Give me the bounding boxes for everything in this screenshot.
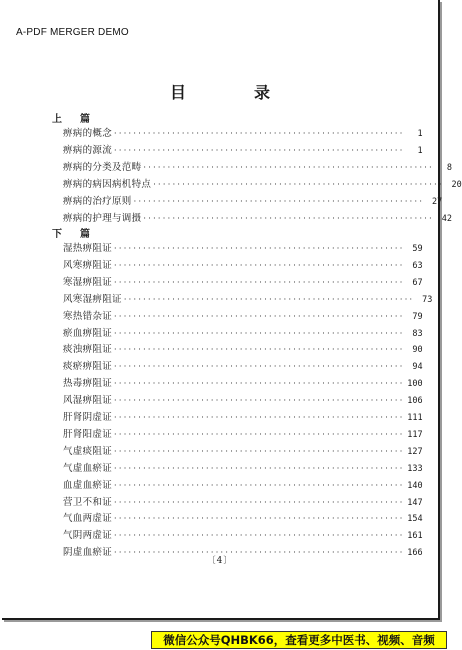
toc-entry-page: 63	[412, 260, 423, 271]
toc-entry-page: 100	[407, 379, 423, 390]
toc-entry-page: 67	[412, 277, 423, 288]
dot-leader: ····························································	[114, 463, 405, 473]
toc-entry-page: 133	[407, 463, 423, 474]
toc-entry-page: 117	[407, 429, 423, 440]
promo-banner: 微信公众号QHBK66，查看更多中医书、视频、音频	[151, 631, 447, 649]
toc-entry-page: 154	[407, 514, 423, 525]
document-page	[2, 0, 462, 620]
toc-entry-title: 风寒痹阻证	[63, 259, 113, 271]
dot-leader: ····························································	[114, 396, 405, 406]
toc-entry-page: 27	[431, 196, 443, 207]
dot-leader: ····························································	[114, 514, 405, 524]
toc-entry-page: 90	[412, 345, 423, 356]
toc-entry-title: 湿热痹阻证	[63, 243, 113, 254]
page-number: 〔4〕	[206, 556, 234, 566]
toc-entry[interactable]	[63, 291, 433, 306]
dot-leader: ····························································	[114, 260, 405, 270]
toc-entry-title: 气虚痰阻证	[63, 445, 113, 457]
page-title: 目 录	[169, 83, 296, 102]
toc-entry[interactable]	[63, 341, 423, 356]
toc-entry-page: 94	[412, 362, 423, 373]
dot-leader: ····························································	[123, 294, 415, 304]
toc-entry[interactable]	[63, 375, 423, 390]
dot-leader: ····························································	[114, 277, 405, 287]
toc-entry-title: 瘀血痹阻证	[63, 327, 113, 339]
toc-entry[interactable]	[63, 308, 423, 323]
toc-entry-page: 140	[407, 480, 423, 491]
dot-leader: ····························································	[114, 129, 405, 138]
toc-entry-title: 痰瘀痹阻证	[63, 361, 113, 373]
toc-entry-page: 42	[441, 213, 452, 224]
toc-entry-title: 痹病的治疗原则	[63, 195, 132, 207]
dot-leader: ····························································	[114, 531, 405, 541]
dot-leader: ····························································	[153, 179, 444, 189]
toc-entry-title: 气虚血瘀证	[63, 462, 113, 474]
toc-entry[interactable]	[63, 240, 423, 255]
toc-entry-title: 风湿痹阻证	[63, 395, 113, 407]
dot-leader: ····························································	[114, 429, 405, 439]
toc-entry-title: 血虚血瘀证	[63, 479, 113, 491]
toc-entry[interactable]	[63, 358, 423, 373]
dot-leader: ····························································	[114, 328, 405, 338]
toc-entry-title: 热毒痹阻证	[63, 378, 113, 390]
toc-entry[interactable]	[63, 477, 423, 492]
toc-entry-title: 营卫不和证	[63, 496, 113, 508]
toc-entry[interactable]	[63, 325, 423, 340]
toc-entry-page: 111	[407, 413, 423, 423]
toc-entry-title: 痹病的病因病机特点	[63, 178, 152, 190]
toc-entry[interactable]	[63, 510, 423, 525]
dot-leader: ····························································	[114, 244, 405, 253]
toc-entry[interactable]	[63, 443, 423, 458]
toc-entry-page: 161	[407, 531, 423, 542]
toc-entry-title: 痰浊痹阻证	[63, 344, 113, 356]
toc-entry-title: 痹病的源流	[63, 144, 113, 156]
dot-leader: ····························································	[114, 345, 405, 355]
toc-entry-title: 肝肾阳虚证	[63, 428, 113, 440]
toc-entry-page: 166	[407, 548, 423, 559]
dot-leader: ····························································	[133, 196, 425, 206]
toc-entry-page: 106	[407, 396, 423, 407]
toc-entry-title: 痹病的分类及范畴	[63, 161, 142, 173]
dot-leader: ····························································	[114, 480, 405, 490]
toc-entry[interactable]	[63, 142, 423, 157]
toc-entry-page: 83	[412, 328, 423, 339]
toc-entry-title: 痹病的概念	[63, 128, 113, 139]
toc-entry-page: 8	[446, 162, 452, 173]
dot-leader: ····························································	[114, 145, 405, 155]
watermark-text: A-PDF MERGER DEMO	[16, 27, 129, 38]
toc-entry-title: 阴虚血瘀证	[63, 547, 113, 559]
dot-leader: ····························································	[114, 413, 405, 422]
dot-leader: ····························································	[143, 213, 434, 223]
toc-entry-page: 127	[407, 446, 423, 457]
toc-entry[interactable]	[63, 159, 452, 174]
table-of-contents	[2, 0, 462, 618]
toc-entry[interactable]	[63, 409, 423, 424]
toc-entry[interactable]	[63, 494, 423, 509]
toc-entry-page: 20	[451, 179, 462, 190]
dot-leader: ····························································	[114, 379, 405, 389]
toc-entry-page: 59	[412, 244, 423, 254]
dot-leader: ····························································	[143, 162, 434, 172]
toc-entry[interactable]	[63, 426, 423, 441]
dot-leader: ····························································	[114, 446, 405, 456]
dot-leader: ····························································	[114, 548, 405, 558]
section-heading: 下 篇	[52, 229, 94, 240]
toc-entry[interactable]	[63, 392, 423, 407]
toc-entry-title: 风寒湿痹阻证	[63, 293, 122, 305]
toc-entry-title: 寒湿痹阻证	[63, 276, 113, 288]
toc-entry-page: 1	[417, 145, 423, 156]
toc-entry-title: 痹病的护理与调摄	[63, 212, 142, 224]
dot-leader: ····························································	[114, 362, 405, 372]
toc-entry-title: 气血两虚证	[63, 513, 113, 525]
toc-entry[interactable]	[63, 125, 423, 140]
toc-entry-title: 气阴两虚证	[63, 530, 113, 542]
toc-entry-page: 1	[417, 129, 423, 139]
toc-entry[interactable]	[63, 210, 452, 225]
toc-entry-page: 79	[412, 311, 423, 322]
section-heading: 上 篇	[52, 114, 94, 125]
toc-entry[interactable]	[63, 176, 462, 191]
toc-entry-page: 73	[422, 294, 433, 305]
toc-entry[interactable]	[63, 527, 423, 542]
toc-entry[interactable]	[63, 193, 443, 208]
dot-leader: ····························································	[114, 497, 405, 507]
toc-entry-title: 寒热错杂证	[63, 310, 113, 322]
dot-leader: ····························································	[114, 311, 405, 321]
toc-entry[interactable]	[63, 460, 423, 475]
toc-entry-title: 肝肾阴虚证	[63, 412, 113, 423]
toc-entry[interactable]	[63, 274, 423, 289]
toc-entry[interactable]	[63, 257, 423, 272]
toc-entry-page: 147	[407, 497, 423, 508]
